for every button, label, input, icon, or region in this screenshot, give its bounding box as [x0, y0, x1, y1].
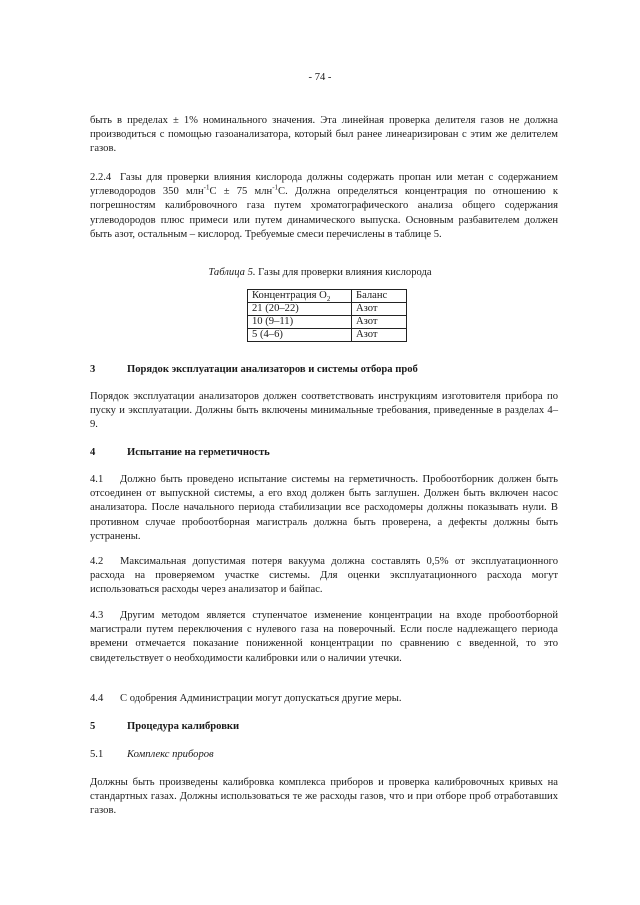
cell-balance: Азот [352, 316, 407, 329]
page-number: - 74 - [308, 72, 332, 83]
paragraph-text-c: С. Должна определяться концентрация по отношению к погрешностям калибровочного газа путем хроматографического анализа общего содержания углеводородов плюс примеси или путем динамического выпуска. Основным разбавителем должен быть азот, остальным – кислород. Требуемые смеси перечислены в таблице 5. [90, 186, 558, 240]
gas-table [247, 289, 407, 342]
table-row [248, 329, 407, 342]
cell-concentration: 21 (20–22) [248, 303, 352, 316]
section-heading-5: 5 Процедура калибровки [90, 721, 240, 732]
section-heading-3: 3 Порядок эксплуатации анализаторов и системы отбора проб [90, 364, 418, 375]
table-row [248, 303, 407, 316]
header-concentration: Концентрация $O_2$ [248, 290, 352, 303]
table-caption [0, 266, 640, 280]
table-caption-text: Газы для проверки влияния кислорода [258, 267, 432, 278]
paragraph-4-4: 4.4 С одобрения Администрации могут допускаться другие меры. [90, 693, 402, 704]
cell-balance: Азот [352, 303, 407, 316]
paragraph-3: Порядок эксплуатации анализаторов должен соответствовать инструкциям изготовителя прибора по пуску и эксплуатации. Должны быть включены минимальные требования, приведенные в разделах 4–9. [90, 391, 558, 431]
paragraph-number: 2.2.4 [90, 172, 112, 183]
paragraph-intro: быть в пределах ± 1% номинального значения. Эта линейная проверка делителя газов не должна производиться с помощью газоанализатора, который был ранее линеаризирован с этим же делителем газов. [90, 115, 558, 155]
subsection-5-1: 5.1 Комплекс приборов [90, 749, 214, 760]
cell-concentration: 10 (9–11) [248, 316, 352, 329]
paragraph-text-b: С ± 75 млн [209, 186, 273, 198]
table-caption-label: Таблица 5. [208, 267, 256, 278]
superscript: -1 [203, 183, 210, 192]
paragraph-4-2: 4.2 Максимальная допустимая потеря вакуума должна составлять 0,5% от эксплуатационного расхода на проверяемом участке системы. Для оценки эксплуатационного расхода могут использоваться расходы через анализатор и байпас. [90, 556, 558, 596]
superscript: -1 [272, 183, 279, 192]
section-heading-4: 4 Испытание на герметичность [90, 447, 270, 458]
cell-balance: Азот [352, 329, 407, 342]
table-header-row [248, 290, 407, 303]
table-row [248, 316, 407, 329]
header-balance: Баланс [352, 290, 407, 303]
paragraph-4-1: 4.1 Должно быть проведено испытание системы на герметичность. Пробоотборник должен быть отсоединен от выпускной системы, а его вход должен быть заглушен. Должен быть включен насос анализатора. После начального периода стабилизации все расходомеры должны показывать нули. В противном случае пробоотборная магистраль должна быть проверена, а дефекты должны быть устранены. [90, 474, 558, 542]
paragraph-5-1: Должны быть произведены калибровка комплекса приборов и проверка калибровочных кривых на стандартных газах. Должны использоваться те же расходы газов, что и при отборе проб отработавших газов. [90, 777, 558, 817]
cell-concentration: 5 (4–6) [248, 329, 352, 342]
paragraph-4-3: 4.3 Другим методом является ступенчатое изменение концентрации на входе пробоотборной магистрали путем переключения с нулевого газа на поверочный. Если после надлежащего периода времени отмечается показание пониженной концентрации по сравнению с введенной, то это свидетельствует о необходимости калибровки или о наличии утечки. [90, 610, 558, 664]
paragraph-text-a: Газы для проверки влияния кислорода должны содержать пропан или метан с содержанием углеводородов 350 млн [90, 172, 558, 198]
paragraph-2-2-4 [90, 171, 558, 242]
